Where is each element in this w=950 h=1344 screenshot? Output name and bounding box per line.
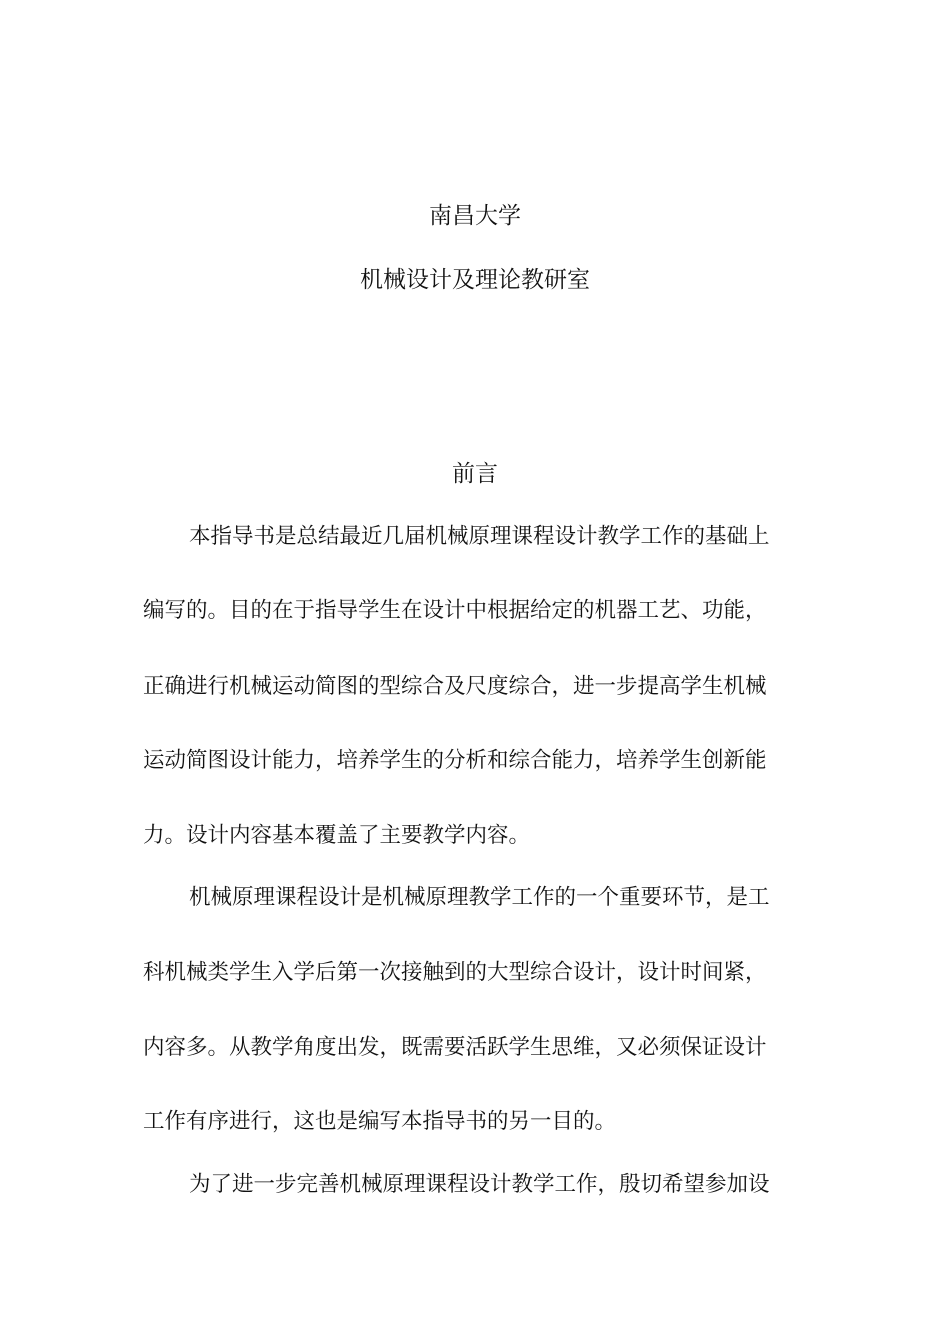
paragraph-line: 力。设计内容基本覆盖了主要教学内容。	[143, 823, 531, 848]
university-name: 南昌大学	[429, 203, 521, 229]
paragraph-line: 科机械类学生入学后第一次接触到的大型综合设计，设计时间紧，	[143, 960, 767, 985]
paragraph-line: 编写的。目的在于指导学生在设计中根据给定的机器工艺、功能，	[143, 598, 767, 623]
paragraph-line: 运动简图设计能力，培养学生的分析和综合能力，培养学生创新能	[143, 748, 767, 773]
paragraph-line: 工作有序进行，这也是编写本指导书的另一目的。	[143, 1109, 617, 1134]
department-name: 机械设计及理论教研室	[360, 267, 590, 293]
paragraph-line: 内容多。从教学角度出发，既需要活跃学生思维，又必须保证设计	[143, 1035, 767, 1060]
preface-title: 前言	[452, 461, 498, 487]
paragraph-line: 本指导书是总结最近几届机械原理课程设计教学工作的基础上	[189, 524, 770, 549]
paragraph-line: 正确进行机械运动简图的型综合及尺度综合，进一步提高学生机械	[143, 674, 767, 699]
paragraph-line: 机械原理课程设计是机械原理教学工作的一个重要环节，是工	[189, 885, 770, 910]
paragraph-line: 为了进一步完善机械原理课程设计教学工作，殷切希望参加设	[189, 1172, 770, 1197]
